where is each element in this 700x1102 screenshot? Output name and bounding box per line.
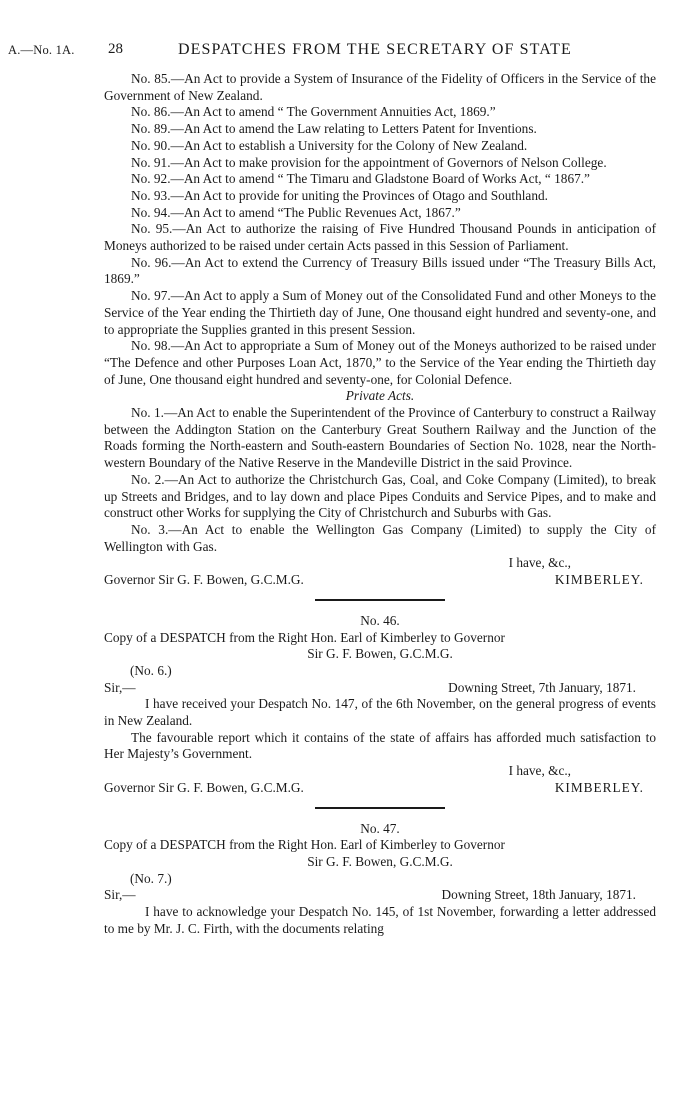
act-item: No. 95.—An Act to authorize the raising of Five Hundred Thousand Pounds in anticipation of Moneys authorized to be raised under certain Acts passed in this Session of Parliament.: [104, 221, 656, 254]
despatch-paragraph: I have received your Despatch No. 147, of the 6th November, on the general progress of events in New Zealand.: [104, 696, 656, 729]
act-item: No. 91.—An Act to make provision for the appointment of Governors of Nelson College.: [131, 154, 607, 170]
salutation: Sir,—: [104, 887, 136, 903]
private-act-item: No. 3.—An Act to enable the Wellington Gas Company (Limited) to supply the City of Wellington with Gas.: [104, 521, 656, 554]
act-item: No. 93.—An Act to provide for uniting the Provinces of Otago and Southland.: [131, 187, 548, 203]
salutation-row: [104, 680, 656, 697]
despatch-47: [104, 821, 656, 938]
place-date: Downing Street, 7th January, 1871.: [448, 679, 636, 695]
act-item: No. 89.—An Act to amend the Law relating to Letters Patent for Inventions.: [131, 121, 537, 137]
salutation: Sir,—: [104, 679, 136, 695]
despatch-title-recipient: Sir G. F. Bowen, G.C.M.G.: [307, 853, 453, 869]
despatch-paragraph: The favourable report which it contains of the state of affairs has afforded much satisfaction to Her Majesty’s Government.: [104, 729, 656, 762]
signature-row: [104, 572, 656, 589]
despatch-serial: (No. 7.): [130, 870, 172, 886]
despatch-number: No. 47.: [360, 820, 400, 836]
signatory: KIMBERLEY.: [554, 572, 644, 588]
despatch-title-line: Copy of a DESPATCH from the Right Hon. Earl of Kimberley to Governor: [104, 837, 505, 853]
despatch-title-recipient: Sir G. F. Bowen, G.C.M.G.: [307, 646, 453, 662]
addressee: Governor Sir G. F. Bowen, G.C.M.G.: [104, 779, 304, 795]
despatch-46: [104, 613, 656, 797]
page-header: [0, 40, 700, 62]
document-reference: A.—No. 1A.: [8, 43, 75, 57]
signatory: KIMBERLEY.: [554, 779, 644, 795]
despatch-number: No. 46.: [360, 612, 400, 628]
section-divider: [315, 599, 445, 601]
page-body: [104, 71, 656, 937]
act-item: No. 86.—An Act to amend “ The Government Annuities Act, 1869.”: [131, 104, 496, 120]
act-item: No. 94.—An Act to amend “The Public Revenues Act, 1867.”: [131, 204, 461, 220]
private-acts-heading: Private Acts.: [345, 388, 415, 404]
section-divider: [315, 807, 445, 809]
page-number: 28: [108, 41, 123, 57]
closing-line: [104, 555, 656, 572]
despatch-paragraph: I have to acknowledge your Despatch No. 145, of 1st November, forwarding a letter addressed to me by Mr. J. C. Firth, with the documents relating: [104, 904, 656, 936]
act-item: No. 90.—An Act to establish a University for the Colony of New Zealand.: [131, 137, 528, 153]
running-title: DESPATCHES FROM THE SECRETARY OF STATE: [178, 41, 572, 58]
addressee: Governor Sir G. F. Bowen, G.C.M.G.: [104, 572, 304, 588]
private-act-item: No. 2.—An Act to authorize the Christchurch Gas, Coal, and Coke Company (Limited), to break up Streets and Bridges, and to lay down and place Pipes Conduits and Service Pipes, and to make and construct other Works for supplying the City of Christchurch and Suburbs with Gas.: [104, 471, 656, 521]
closing-phrase: I have, &c.,: [508, 555, 571, 571]
act-item: No. 92.—An Act to amend “ The Timaru and Gladstone Board of Works Act, “ 1867.”: [131, 171, 590, 187]
private-act-item: No. 1.—An Act to enable the Superintendent of the Province of Canterbury to construct a Railway between the Addington Station on the Canterbury Great Southern Railway and the Junction of the Roads forming the North-eastern and South-eastern Boundaries of Section No. 1028, near the North-western Boundary of the Native Reserve in the Mandeville District in the said Province.: [104, 405, 656, 471]
act-item: No. 97.—An Act to apply a Sum of Money out of the Consolidated Fund and other Moneys to the Service of the Year ending the Thirtieth day of June, One thousand eight hundred and seventy-one, and to appropriate the Supplies granted in this present Session.: [104, 288, 656, 337]
act-item: No. 85.—An Act to provide a System of Insurance of the Fidelity of Officers in the Service of the Government of New Zealand.: [104, 71, 656, 103]
closing-line: [104, 763, 656, 780]
despatch-title-line: Copy of a DESPATCH from the Right Hon. Earl of Kimberley to Governor: [104, 629, 505, 645]
act-item: No. 96.—An Act to extend the Currency of Treasury Bills issued under “The Treasury Bills Act, 1869.”: [104, 254, 656, 287]
public-acts-list: [104, 71, 656, 388]
place-date: Downing Street, 18th January, 1871.: [441, 887, 636, 903]
private-acts-list: [104, 405, 656, 555]
despatch-serial: (No. 6.): [130, 662, 172, 678]
signature-row: [104, 780, 656, 797]
closing-phrase: I have, &c.,: [508, 763, 571, 779]
salutation-row: [104, 887, 656, 904]
act-item: No. 98.—An Act to appropriate a Sum of Money out of the Moneys authorized to be raised under “The Defence and other Purposes Loan Act, 1870,” to the Service of the Year ending the Thirtieth day of June, One thousand eight hundred and seventy-one, for Colonial Defence.: [104, 338, 656, 387]
